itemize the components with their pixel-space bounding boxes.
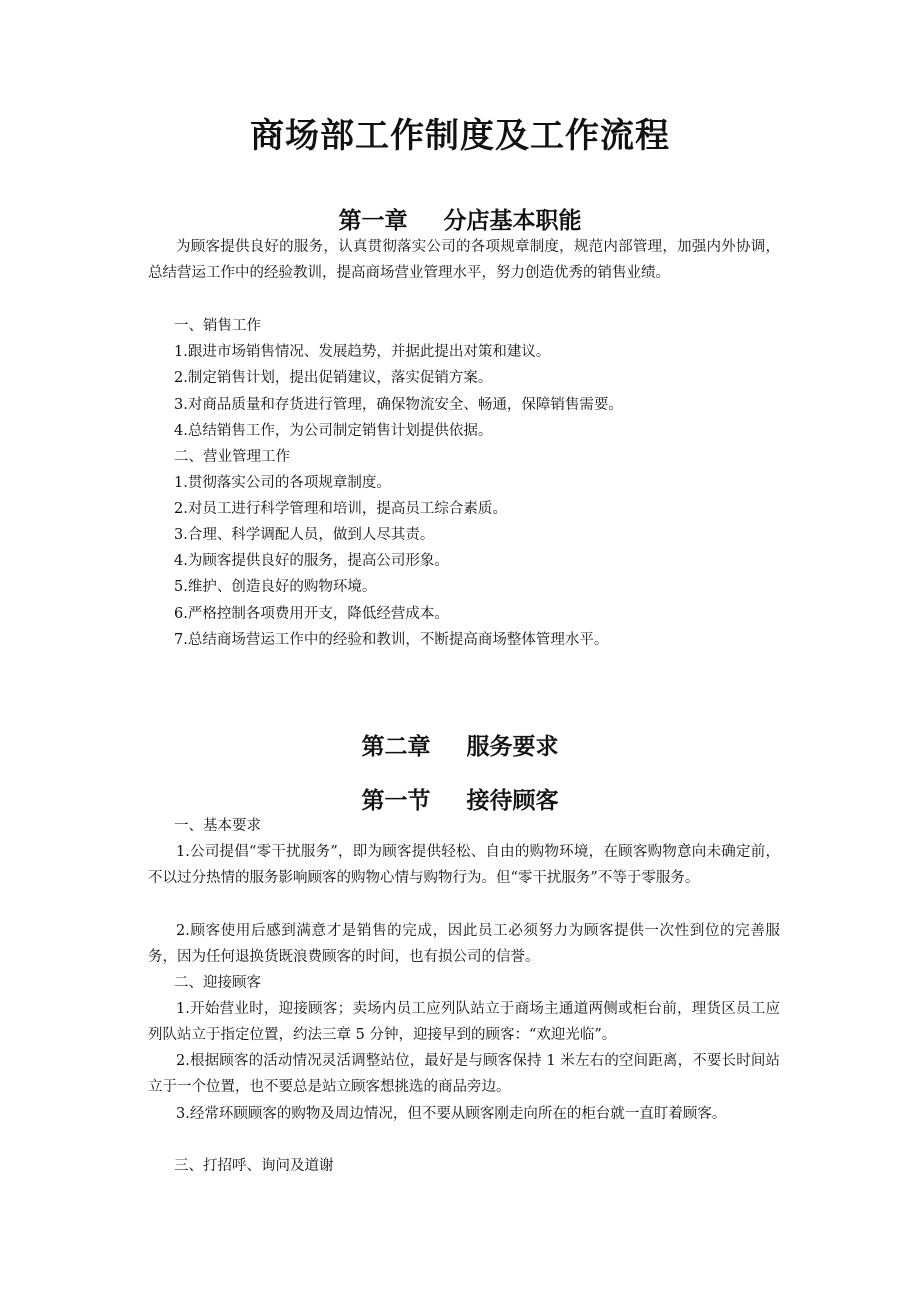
chapter-1-name: 分店基本职能 [443, 207, 582, 234]
document-title: 商场部工作制度及工作流程 [250, 116, 670, 156]
greet-item: 2.根据顾客的活动情况灵活调整站位，最好是与顾客保持 1 米左右的空间距离，不要长时间站立于一个位置，也不要总是站立顾客想挑选的商品旁边。 [148, 1053, 780, 1095]
section-1-heading [0, 782, 920, 815]
basic-requirement-item: 2.顾客使用后感到满意才是销售的完成，因此员工必须努力为顾客提供一次性到位的完善服务，因为任何退换货既浪费顾客的时间，也有损公司的信誉。 [148, 923, 780, 965]
greet-heading: 二、迎接顾客 [174, 975, 261, 991]
chapter-2-heading [0, 728, 920, 761]
basic-requirement-item: 1.公司提倡“零干扰服务”，即为顾客提供轻松、自由的购物环境，在顾客购物意向未确定前，不以过分热情的服务影响顾客的购物心情与购物行为。但“零干扰服务”不等于零服务。 [148, 844, 780, 886]
section-1-number: 第一节 [361, 787, 431, 814]
management-item: 1.贯彻落实公司的各项规章制度。 [174, 475, 391, 491]
sales-heading: 一、销售工作 [174, 318, 261, 334]
management-item: 7.总结商场营运工作中的经验和教训，不断提高商场整体管理水平。 [174, 632, 609, 648]
sales-item: 2.制定销售计划，提出促销建议，落实促销方案。 [174, 370, 493, 386]
management-item: 5.维护、创造良好的购物环境。 [174, 579, 377, 595]
sales-item: 3.对商品质量和存货进行管理，确保物流安全、畅通，保障销售需要。 [174, 397, 623, 413]
chapter-2-number: 第二章 [361, 733, 431, 760]
greet-item: 1.开始营业时，迎接顾客；卖场内员工应列队站立于商场主通道两侧或柜台前，理货区员工应列队站立于指定位置，约法三章 5 分钟，迎接早到的顾客：“欢迎光临”。 [148, 1001, 780, 1043]
management-item: 4.为顾客提供良好的服务，提高公司形象。 [174, 553, 449, 569]
management-heading: 二、营业管理工作 [174, 449, 290, 465]
section-1-name: 接待顾客 [466, 787, 559, 814]
greet-item: 3.经常环顾顾客的购物及周边情况，但不要从顾客刚走向所在的柜台就一直盯着顾客。 [176, 1106, 727, 1122]
sales-item: 4.总结销售工作，为公司制定销售计划提供依据。 [174, 423, 493, 439]
chapter-1-intro: 为顾客提供良好的服务，认真贯彻落实公司的各项规章制度，规范内部管理，加强内外协调，总结营运工作中的经验教训，提高商场营业管理水平，努力创造优秀的销售业绩。 [148, 239, 780, 281]
sales-item: 1.跟进市场销售情况、发展趋势，并据此提出对策和建议。 [174, 344, 551, 360]
third-heading: 三、打招呼、询问及道谢 [174, 1158, 334, 1174]
basic-requirements-heading: 一、基本要求 [174, 818, 261, 834]
chapter-1-number: 第一章 [338, 207, 408, 234]
management-item: 3.合理、科学调配人员，做到人尽其责。 [174, 527, 435, 543]
management-item: 6.严格控制各项费用开支，降低经营成本。 [174, 606, 449, 622]
chapter-2-name: 服务要求 [466, 733, 559, 760]
chapter-1-heading [0, 202, 920, 235]
management-item: 2.对员工进行科学管理和培训，提高员工综合素质。 [174, 501, 507, 517]
